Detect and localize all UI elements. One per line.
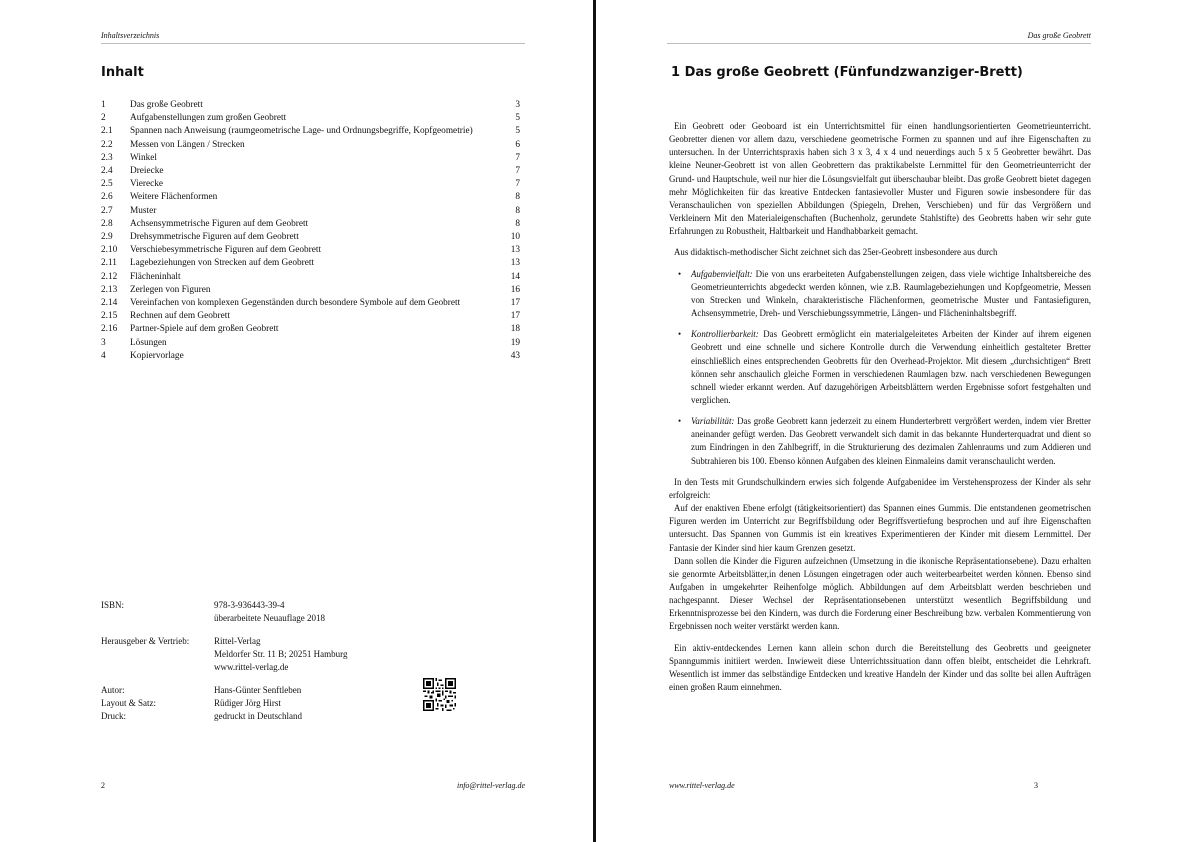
publisher-value: Rittel-Verlag	[214, 636, 261, 646]
toc-entry[interactable]	[101, 139, 520, 152]
page-number-right: 3	[1034, 781, 1038, 790]
toc-entry-number: 2.7	[101, 205, 113, 216]
toc-entry-page: 43	[510, 350, 520, 361]
toc-entry[interactable]	[101, 112, 520, 125]
page-number-left: 2	[101, 781, 105, 790]
toc-entry-number: 2.5	[101, 179, 113, 190]
toc-entry[interactable]	[101, 337, 520, 350]
toc-entry-title: Vereinfachen von komplexen Gegenständen durch besondere Symbole auf dem Geobrett	[130, 298, 461, 309]
toc-entry-page: 8	[515, 218, 520, 229]
imprint-publisher-row	[101, 635, 348, 648]
left-page	[0, 0, 594, 842]
toc-entry-page: 13	[510, 245, 520, 256]
toc-entry-title: Das große Geobrett	[130, 100, 203, 110]
enactive-paragraph: Auf der enaktiven Ebene erfolgt (tätigkeitsorientiert) das Spannen eines Gummis. Die entstandenen geometrischen Figuren werden im Unterricht zur Begriffsbildung oder Begriffsvertiefung besprochen und auf ihre Eigenschaften untersucht. Das Spannen von Gummis ist ein kreatives Experimentieren der Kinder mit diesem Lernmittel. Der Fantasie der Kinder sind hier kaum Grenzen gesetzt.	[669, 503, 1091, 553]
chapter-title: 1 Das große Geobrett (Fünfundzwanziger-Brett)	[671, 65, 1023, 80]
toc-entry-number: 2.2	[101, 139, 113, 150]
isbn-label: ISBN:	[101, 600, 125, 610]
toc-entry-page: 17	[510, 311, 520, 322]
toc-entry[interactable]	[101, 231, 520, 244]
header-rule-right	[667, 43, 1091, 44]
toc-entry-page: 7	[515, 152, 520, 163]
toc-entry[interactable]	[101, 244, 520, 257]
toc-entry[interactable]	[101, 152, 520, 165]
toc-entry-number: 3	[101, 337, 106, 348]
toc-entry-title: Partner-Spiele auf dem großen Geobrett	[130, 324, 279, 335]
list-item	[691, 268, 1091, 321]
bullet-term: Aufgabenvielfalt:	[691, 268, 753, 279]
toc-entry[interactable]	[101, 218, 520, 231]
toc-entry-page: 16	[510, 284, 520, 295]
iconic-paragraph: Dann sollen die Kinder die Figuren aufzeichnen (Umsetzung in die ikonische Repräsentationsebene). Dazu erhalten sie genormte Arbeitsblätter,in denen Lösungen eingetragen oder auch weiterbearbeitet werden können. Ebenso sind Aufgaben in umgekehrter Reihenfolge möglich. Abbildungen auf dem Arbeitsblatt werden beschrieben und nachgespannt. Dieser Wechsel der Repräsentationsebenen unterstützt wesentlich Begriffsbildung und Erkenntnisprozesse bei den Kindern, was durch die Forderung einer Beschreibung bzw. verbalen Kommentierung von Ergebnissen noch weiter verstärkt werden kann.	[669, 555, 1091, 632]
toc-entry[interactable]	[101, 323, 520, 336]
toc-entry-number: 2.1	[101, 126, 113, 137]
intro-paragraph: Ein Geobrett oder Geoboard ist ein Unterrichtsmittel für einen handlungsorientierten Geometrieunterricht. Geobretter dienen vor allem dazu, verschiedene geometrische Formen zu spannen und auf ihre Eigenschaften zu untersuchen. In der Unterrichtspraxis haben sich 3 x 3, 4 x 4 und neuerdings auch 5 x 5 Geobretter bewährt. Das kleine Neuner-Geobrett ist von allen Geobrettern das praktikabelste Lernmittel für den Geometrieunterricht der Grund- und Hauptschule, weil nur hier die Lösungsvielfalt gut überschaubar bleibt. Das große Geobrett bietet dagegen mehr Möglichkeiten für das kreative Entdecken fantasievoller Muster und Figuren sowie insbesondere für das Veranschaulichen von speziellen Abbildungen (Spiegeln, Drehen, Verschieben) und für das Vergrößern und Verkleinern Mit den Materialeigenschaften (Buchenholz, gerundete Stahlstifte) des Geobretts haben wir sehr gute Erfahrungen zu Robustheit, Haltbarkeit und Handhabbarkeit gemacht.	[669, 121, 1091, 237]
toc-entry[interactable]	[101, 297, 520, 310]
imprint-layout-row	[101, 697, 348, 710]
closing-paragraph: Ein aktiv-entdeckendes Lernen kann allein schon durch die Bereitstellung des Geobretts und geeigneter Spanngummis initiiert werden. Inwieweit diese Unterrichtssituation dann offen bleibt, entscheidet die Lehrkraft. Wesentlich ist immer das selbständige Entdecken und kreative Handeln der Kinder und das sollte bei allen Aufträgen einen großen Raum einnehmen.	[669, 642, 1091, 693]
toc-entry-title: Drehsymmetrische Figuren auf dem Geobrett	[130, 232, 299, 243]
toc-entry-title: Aufgabenstellungen zum großen Geobrett	[130, 113, 287, 124]
toc-entry-title: Messen von Längen / Strecken	[130, 139, 245, 150]
toc-entry-page: 7	[515, 166, 520, 177]
list-item	[691, 415, 1091, 468]
toc-entry-title: Muster	[130, 205, 157, 216]
toc-entry-number: 2.12	[101, 271, 118, 282]
toc-entry-page: 10	[510, 232, 520, 243]
bullet-text: Das Geobrett ermöglicht ein materialgeleitetes Arbeiten der Kinder auf ihrem eigenen Geobrett und eine schnelle und sichere Kontrolle durch die Verwendung einheitlich gestalteter Bretter einschließlich eines entsprechenden Geobretts für den Overhead-Projektor. Mit diesem „durchsichtigen“ Brett können sehr anschaulich gleiche Formen in verschiedenen Raumlagen bzw. nach verschiedenen Bewegungen schnell wieder erkannt werden. Auf dazugehörigen Arbeitsblättern werden Ergebnisse sofort festgehalten und verglichen.	[691, 329, 1092, 405]
address-value: Meldorfer Str. 11 B; 20251 Hamburg	[214, 649, 348, 659]
toc-entry-number: 2.8	[101, 218, 113, 229]
toc-entry[interactable]	[101, 271, 520, 284]
tests-paragraph: In den Tests mit Grundschulkindern erwies sich folgende Aufgabenidee im Verstehensprozess der Kinder als sehr erfolgreich:	[669, 476, 1091, 500]
print-value: gedruckt in Deutschland	[214, 711, 302, 721]
toc-entry-number: 4	[101, 350, 106, 361]
running-head-right: Das große Geobrett	[1027, 31, 1091, 40]
toc-entry-title: Vierecke	[130, 179, 163, 190]
footer-url[interactable]: www.rittel-verlag.de	[669, 781, 735, 790]
table-of-contents	[101, 99, 520, 363]
toc-entry-title: Lösungen	[130, 337, 167, 348]
header-rule-left	[101, 43, 525, 44]
footer-email[interactable]: info@rittel-verlag.de	[456, 781, 525, 790]
chapter-body	[669, 120, 1091, 702]
bullet-term: Kontrollierbarkeit:	[691, 329, 759, 340]
toc-title: Inhalt	[101, 65, 144, 80]
toc-entry-number: 2.9	[101, 232, 113, 243]
toc-entry-number: 2.16	[101, 324, 118, 335]
toc-entry-title: Zerlegen von Figuren	[130, 284, 211, 295]
toc-entry-page: 17	[510, 298, 520, 309]
feature-list	[669, 268, 1091, 468]
imprint-isbn-row	[101, 599, 348, 612]
toc-entry-page: 8	[515, 192, 520, 203]
publisher-label: Herausgeber & Vertrieb:	[101, 636, 190, 646]
toc-entry[interactable]	[101, 257, 520, 270]
website-link[interactable]: www.rittel-verlag.de	[214, 662, 289, 672]
toc-entry-number: 2.13	[101, 284, 118, 295]
toc-entry[interactable]	[101, 191, 520, 204]
toc-entry-number: 2.10	[101, 245, 118, 256]
imprint-author-row	[101, 684, 348, 697]
bullet-text: Das große Geobrett kann jederzeit zu einem Hunderterbrett vergrößert werden, indem vier Bretter aneinander gefügt werden. Das Geobrett verwandelt sich damit in das bekannte Hunderterquadrat und dient so zum Eindringen in den Zahlbegriff, in die Strukturierung des dezimalen Zahlenraums und zum Addieren und Subtrahieren bis 100. Ebenso können Aufgaben des kleinen Einmaleins damit veranschaulicht werden.	[691, 416, 1091, 466]
toc-entry-number: 2.3	[101, 152, 113, 163]
toc-entry-page: 13	[510, 258, 520, 269]
toc-entry-title: Achsensymmetrische Figuren auf dem Geobrett	[130, 218, 309, 229]
toc-entry-title: Winkel	[130, 152, 157, 163]
toc-entry-page: 19	[510, 337, 520, 348]
toc-entry-number: 2.4	[101, 166, 113, 177]
bullet-term: Variabilität:	[691, 416, 735, 427]
toc-entry-page: 7	[515, 179, 520, 190]
running-head-left: Inhaltsverzeichnis	[101, 31, 160, 40]
toc-entry-title: Flächeninhalt	[130, 271, 181, 282]
toc-entry-title: Rechnen auf dem Geobrett	[130, 311, 230, 322]
isbn-value: 978-3-936443-39-4	[214, 600, 285, 610]
edition-value: überarbeitete Neuauflage 2018	[214, 613, 325, 623]
qr-code-icon[interactable]	[423, 678, 456, 711]
list-item	[691, 328, 1091, 407]
author-value: Hans-Günter Senftleben	[214, 685, 302, 695]
toc-entry[interactable]	[101, 205, 520, 218]
toc-entry-page: 5	[515, 126, 520, 137]
toc-entry-page: 18	[510, 324, 520, 335]
toc-entry-number: 2.6	[101, 192, 113, 203]
toc-entry-number: 2	[101, 113, 106, 124]
toc-entry-page: 8	[515, 205, 520, 216]
toc-entry-title: Spannen nach Anweisung (raumgeometrische Lage- und Ordnungsbegriffe, Kopfgeometrie)	[130, 126, 473, 137]
toc-entry-number: 1	[101, 100, 106, 110]
imprint	[101, 599, 348, 723]
toc-entry[interactable]	[101, 178, 520, 191]
toc-entry-title: Kopiervorlage	[130, 350, 184, 361]
toc-entry-number: 2.11	[101, 258, 117, 269]
toc-entry[interactable]	[101, 350, 520, 363]
layout-label: Layout & Satz:	[101, 698, 156, 708]
toc-entry-page: 3	[515, 100, 520, 110]
toc-entry[interactable]	[101, 310, 520, 323]
layout-value: Rüdiger Jörg Hirst	[214, 698, 281, 708]
toc-entry-title: Lagebeziehungen von Strecken auf dem Geobrett	[130, 258, 315, 269]
print-label: Druck:	[101, 711, 126, 721]
author-label: Autor:	[101, 685, 125, 695]
toc-entry[interactable]	[101, 125, 520, 138]
bullet-text: Die von uns erarbeiteten Aufgabenstellungen zeigen, dass viele wichtige Inhaltsbereiche des Geometrieunterrichts abgedeckt werden können, wie z.B. Raumlagebeziehungen und Kopfgeometrie, Messen von Strecken und Winkeln, charakteristische Flächenformen, geometrische Muster und Fantasiefiguren, Achsensymmetrie, Dreh- und Verschiebungssymmetrie, Längen- und Flächeninhaltsbegriff.	[691, 268, 1092, 319]
toc-entry-title: Verschiebesymmetrische Figuren auf dem Geobrett	[130, 245, 322, 256]
toc-entry[interactable]	[101, 99, 520, 112]
toc-entry-page: 6	[515, 139, 520, 150]
toc-entry-title: Weitere Flächenformen	[130, 192, 218, 203]
lead-in-paragraph: Aus didaktisch-methodischer Sicht zeichnet sich das 25er-Geobrett insbesondere aus durch	[674, 247, 998, 258]
imprint-edition-row	[101, 612, 348, 625]
toc-entry-number: 2.15	[101, 311, 118, 322]
imprint-print-row	[101, 710, 348, 723]
toc-entry-number: 2.14	[101, 298, 118, 309]
toc-entry-page: 14	[510, 271, 520, 282]
toc-entry-page: 5	[515, 113, 520, 124]
toc-entry[interactable]	[101, 284, 520, 297]
toc-entry[interactable]	[101, 165, 520, 178]
toc-entry-title: Dreiecke	[130, 166, 164, 177]
